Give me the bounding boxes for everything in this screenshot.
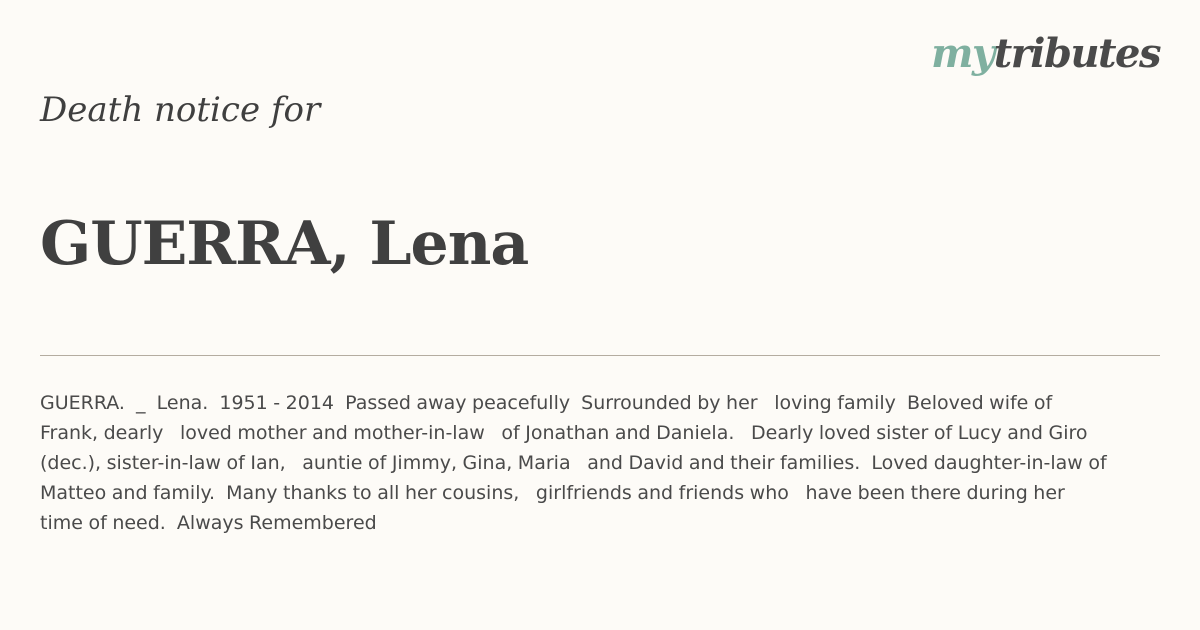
notice-text: GUERRA. _ Lena. 1951 - 2014 Passed away peacefully Surrounded by her loving family Beloved wife of Frank, dearly loved mother and mother-in-law of Jonathan and Daniela. Dearly loved sister of Lucy and Giro (dec.), sister-in-law of Ian, auntie of Jimmy, Gina, Maria and David and their families. Loved daughter-in-law of Matteo and family. Many thanks to all her cousins, girlfriends and friends who have been there during her time of need. Always Remembered <box>40 392 1124 534</box>
mytributes-logo[interactable] <box>931 30 1160 77</box>
logo-tributes: tributes <box>993 30 1160 77</box>
divider <box>40 355 1160 356</box>
logo-my: my <box>931 30 994 77</box>
death-notice-subtitle: Death notice for <box>40 90 321 130</box>
deceased-name: GUERRA, Lena <box>40 209 529 279</box>
